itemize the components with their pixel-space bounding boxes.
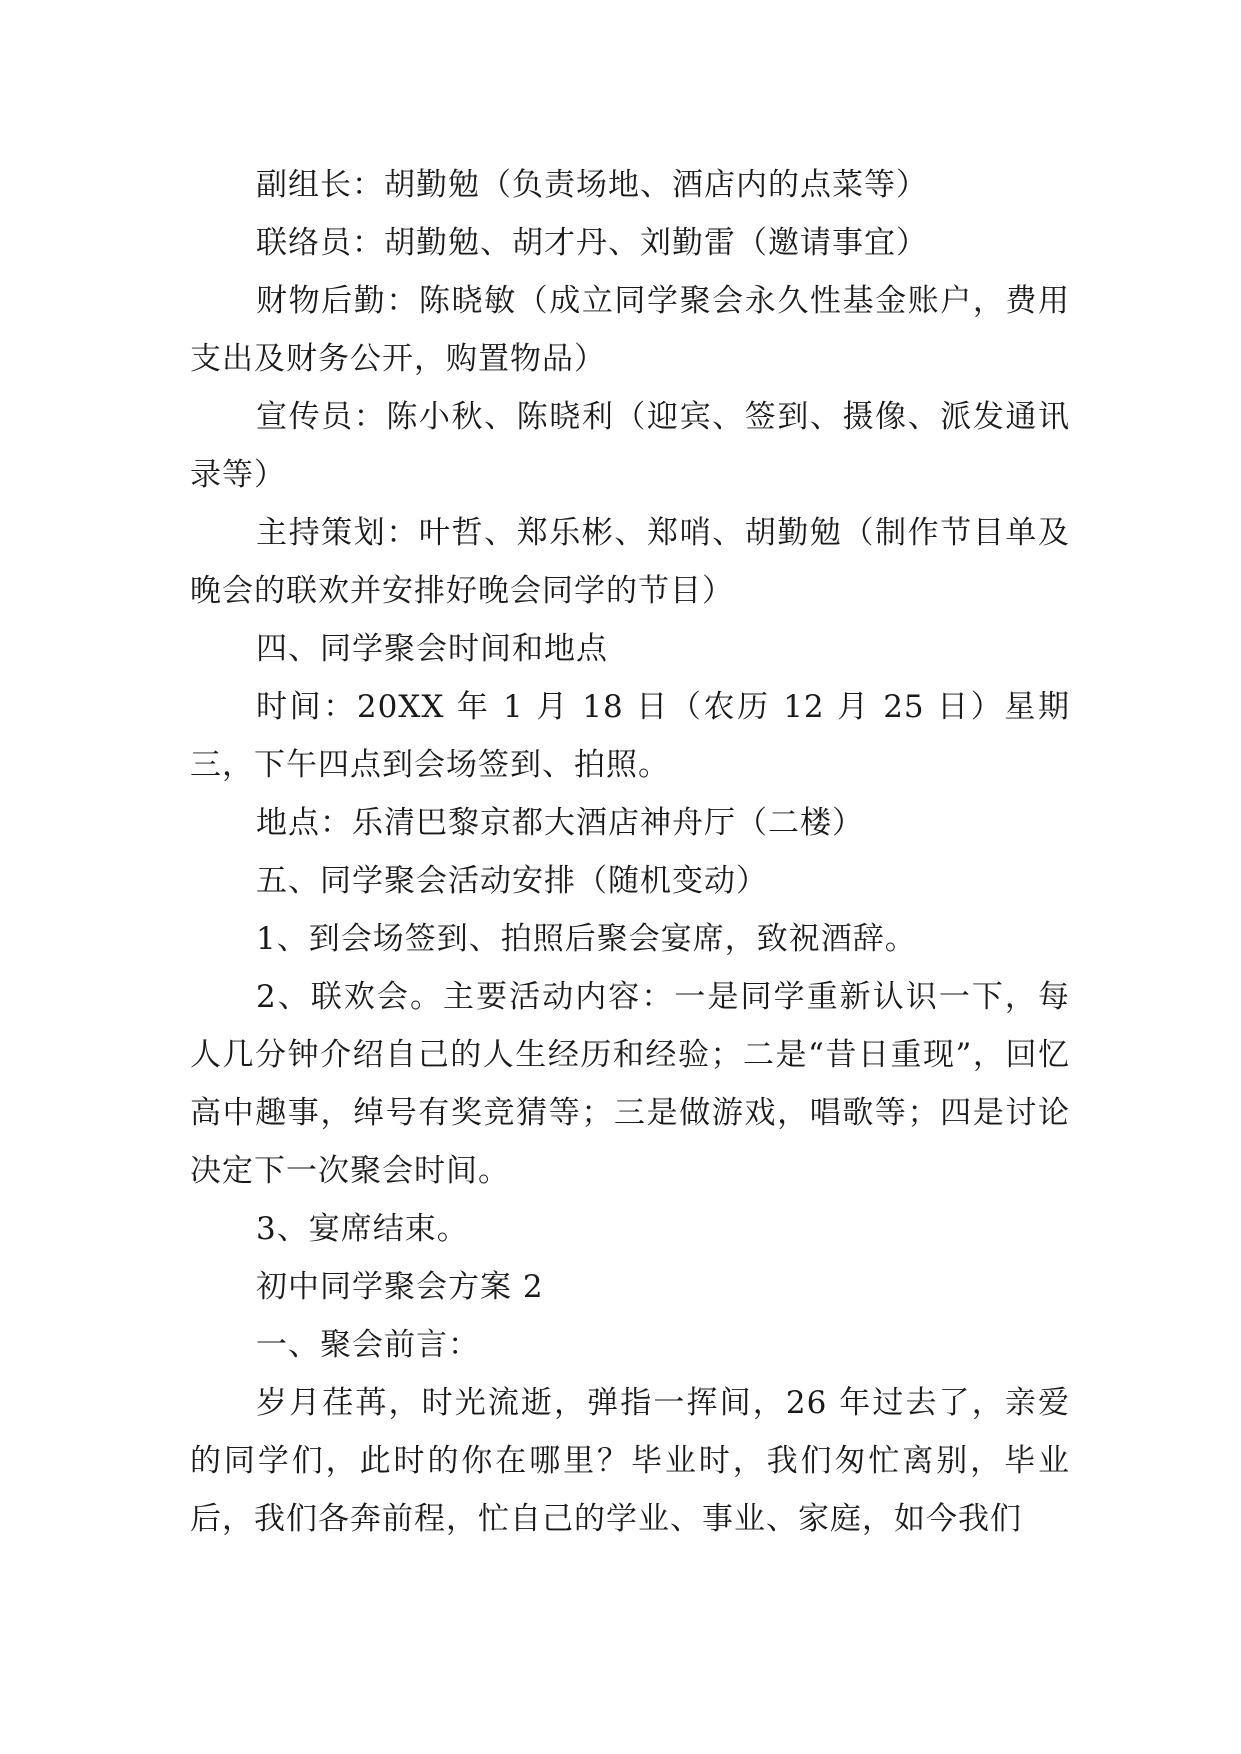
- heading-activity-schedule: 五、同学聚会活动安排（随机变动）: [256, 863, 768, 899]
- paragraph-finance-logistics: 财物后勤：陈晓敏（成立同学聚会永久性基金账户，费用支出及财务公开，购置物品）: [190, 283, 1070, 377]
- paragraph-host-planning: 主持策划：叶哲、郑乐彬、郑哨、胡勤勉（制作节目单及晚会的联欢并安排好晚会同学的节目）: [190, 515, 1070, 609]
- list-item-3: 3、宴席结束。: [256, 1211, 469, 1247]
- paragraph-location: 地点：乐清巴黎京都大酒店神舟厅（二楼）: [256, 805, 864, 841]
- paragraph-time: 时间：20XX 年 1 月 18 日（农历 12 月 25 日）星期三，下午四点到会场签到、拍照。: [190, 689, 1070, 783]
- paragraph-deputy-leader: 副组长：胡勤勉（负责场地、酒店内的点菜等）: [256, 167, 928, 203]
- list-item-2: 2、联欢会。主要活动内容：一是同学重新认识一下，每人几分钟介绍自己的人生经历和经验；二是“昔日重现”，回忆高中趣事，绰号有奖竞猜等；三是做游戏，唱歌等；四是讨论决定下一次聚会时间。: [190, 979, 1070, 1189]
- paragraph-publicity: 宣传员：陈小秋、陈晓利（迎宾、签到、摄像、派发通讯录等）: [190, 399, 1070, 493]
- heading-preface: 一、聚会前言：: [256, 1327, 480, 1363]
- paragraph-preface-body: 岁月荏苒，时光流逝，弹指一挥间，26 年过去了，亲爱的同学们，此时的你在哪里？毕业时，我们匆忙离别，毕业后，我们各奔前程，忙自己的学业、事业、家庭，如今我们: [190, 1385, 1070, 1537]
- section-title-plan-2: 初中同学聚会方案 2: [256, 1269, 544, 1305]
- document-body: [190, 156, 1070, 1548]
- heading-time-and-place: 四、同学聚会时间和地点: [256, 631, 608, 667]
- list-item-1: 1、到会场签到、拍照后聚会宴席，致祝酒辞。: [256, 921, 917, 957]
- paragraph-liaison: 联络员：胡勤勉、胡才丹、刘勤雷（邀请事宜）: [256, 225, 928, 261]
